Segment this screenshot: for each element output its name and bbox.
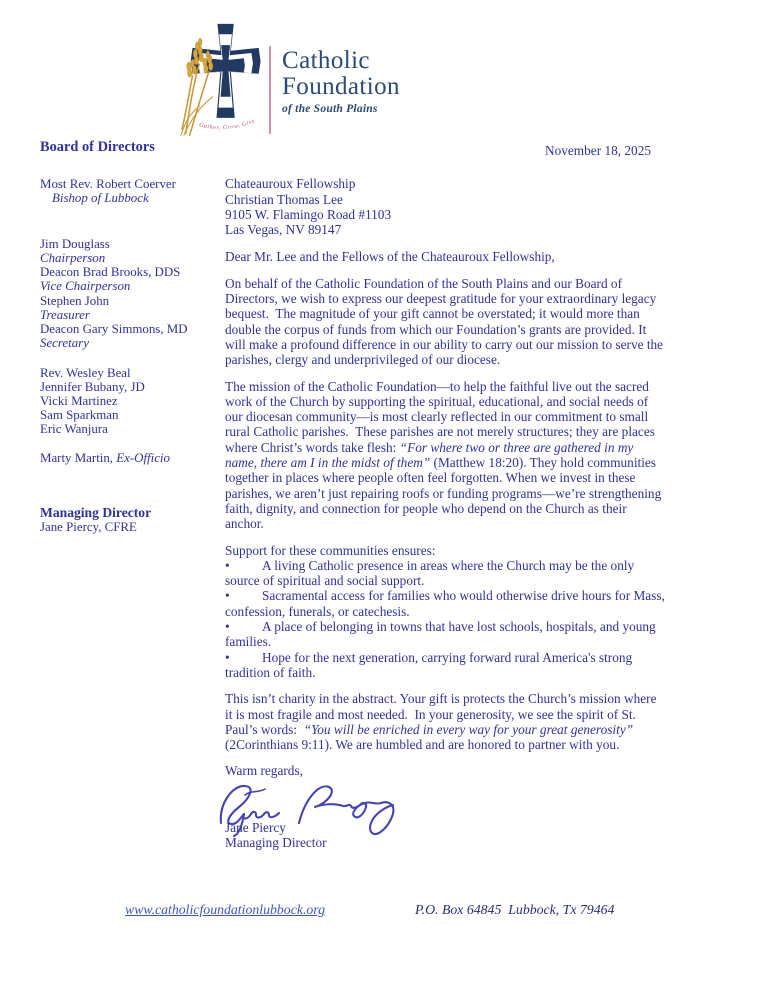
cross-icon — [191, 24, 261, 118]
bishop-title: Bishop of Lubbock — [52, 191, 149, 206]
mission-text-post: (Matthew 18:20). They hold communities together in places where people often feel forgotten. When we invest in these parishes, we aren’t just repairing roofs or funding programs—we’re strengthening faith, dignity, and connection for people who depend on the Church as their anchor. — [225, 455, 665, 532]
sidebar-exofficio-entry — [40, 451, 225, 465]
mission-text-pre: The mission of the Catholic Foundation—to help the faithful live out the sacred work of the Church by supporting the spiritual, educational, and social needs of our diocesan community—is most clearly reflected in our commitment to small rural Catholic parishes. These parishes are not merely structures; they are places where Christ’s words take flesh: — [225, 378, 659, 455]
officer-title: Vice Chairperson — [40, 279, 131, 294]
wheat-icon — [181, 38, 213, 135]
logo-name-line1: Catholic — [282, 47, 370, 74]
bullet-item — [225, 588, 667, 619]
logo-motto-text: Gather, Grow, Give — [198, 118, 257, 132]
closing-text-pre: This isn’t charity in the abstract. Your gift is protects the Church’s mission where it is most fragile and most needed. In your generosity, we see the spirit of St. Paul’s words: — [225, 691, 660, 737]
ensures-intro: Support for these communities ensures: — [225, 542, 436, 558]
bullet-icon: • — [225, 649, 230, 665]
bullet-text: Hope for the next generation, carrying forward rural America's strong tradition of faith. — [225, 649, 633, 680]
signer-name: Jane Piercy — [225, 819, 286, 835]
po-box-address: P.O. Box 64845 Lubbock, Tx 79464 — [415, 902, 615, 917]
member-name: Jennifer Bubany, JD — [40, 380, 145, 395]
board-of-directors-sidebar — [40, 139, 225, 534]
scripture-quote-corinthians: “You will be enriched in every way for your great generosity” — [303, 721, 634, 737]
sidebar-bishop-entry — [40, 177, 225, 205]
recipient-address-block — [225, 176, 667, 237]
logo-tagline: of the South Plains — [282, 102, 378, 115]
exofficio-name: Marty Martin, — [40, 451, 117, 466]
member-name: Eric Wanjura — [40, 422, 108, 437]
bullet-icon: • — [225, 619, 230, 635]
officer-name: Deacon Gary Simmons, MD — [40, 321, 188, 336]
website-link[interactable]: www.catholicfoundationlubbock.org — [125, 902, 326, 917]
sidebar-officers-list — [40, 237, 225, 350]
recipient-line: Chateauroux Fellowship — [225, 176, 356, 192]
bullet-list — [225, 558, 667, 680]
bullet-item — [225, 558, 667, 589]
officer-title: Chairperson — [40, 251, 106, 266]
officer-name: Deacon Brad Brooks, DDS — [40, 265, 181, 280]
letter-body — [225, 143, 667, 850]
managing-director-name: Jane Piercy, CFRE — [40, 519, 137, 534]
logo-wordmark — [282, 48, 400, 115]
letter-footer — [0, 902, 765, 926]
bullet-text: A place of belonging in towns that have lost schools, hospitals, and young families. — [225, 619, 656, 650]
officer-name: Jim Douglass — [40, 237, 110, 252]
foundation-logo — [180, 22, 276, 139]
exofficio-title: Ex-Officio — [116, 451, 170, 466]
letter-date: November 18, 2025 — [545, 143, 651, 158]
bullet-item — [225, 619, 667, 650]
bullet-icon: • — [225, 588, 230, 604]
paragraph-closing — [225, 691, 667, 752]
paragraph-opening: On behalf of the Catholic Foundation of the South Plains and our Board of Directors, we wish to express our deepest gratitude for your extraordinary legacy bequest. The magnitude of your gift cannot be overstated; it would more than double the corpus of funds from which our Foundation’s grants are provided. It will make a profound difference in our ability to carry out our mission to serve the parishes, clergy and underprivileged of our diocese. — [225, 275, 667, 368]
salutation: Dear Mr. Lee and the Fellows of the Chateauroux Fellowship, — [225, 249, 555, 265]
member-name: Rev. Wesley Beal — [40, 365, 131, 380]
bullet-text: A living Catholic presence in areas where the Church may be the only source of spiritual and social support. — [225, 557, 635, 589]
recipient-line: 9105 W. Flamingo Road #1103 — [225, 206, 392, 222]
bullet-icon: • — [225, 557, 230, 573]
recipient-line: Las Vegas, NV 89147 — [225, 222, 342, 238]
closing-text-post: (2Corinthians 9:11). We are humbled and are honored to partner with you. — [225, 721, 637, 753]
officer-name: Stephen John — [40, 293, 110, 308]
officer-title: Secretary — [40, 335, 89, 350]
bullet-text: Sacramental access for families who would otherwise drive hours for Mass, confession, funerals, or catechesis. — [225, 588, 665, 619]
valediction: Warm regards, — [225, 763, 303, 779]
paragraph-mission — [225, 379, 667, 532]
managing-director-heading: Managing Director — [40, 504, 152, 520]
member-name: Sam Sparkman — [40, 408, 119, 423]
sidebar-heading: Board of Directors — [40, 139, 155, 155]
logo-name-line2: Foundation — [282, 73, 400, 100]
scripture-quote-matthew: “For where two or three are gathered in my name, there am I in the midst of them” — [225, 439, 637, 471]
sidebar-managing-director — [40, 506, 225, 534]
signer-title: Managing Director — [225, 834, 327, 850]
recipient-line: Christian Thomas Lee — [225, 191, 343, 207]
sidebar-members-list — [40, 366, 225, 436]
bishop-name: Most Rev. Robert Coerver — [40, 177, 176, 191]
logo-divider — [269, 46, 271, 134]
bullet-item — [225, 650, 667, 681]
member-name: Vicki Martinez — [40, 394, 118, 409]
officer-title: Treasurer — [40, 307, 90, 322]
